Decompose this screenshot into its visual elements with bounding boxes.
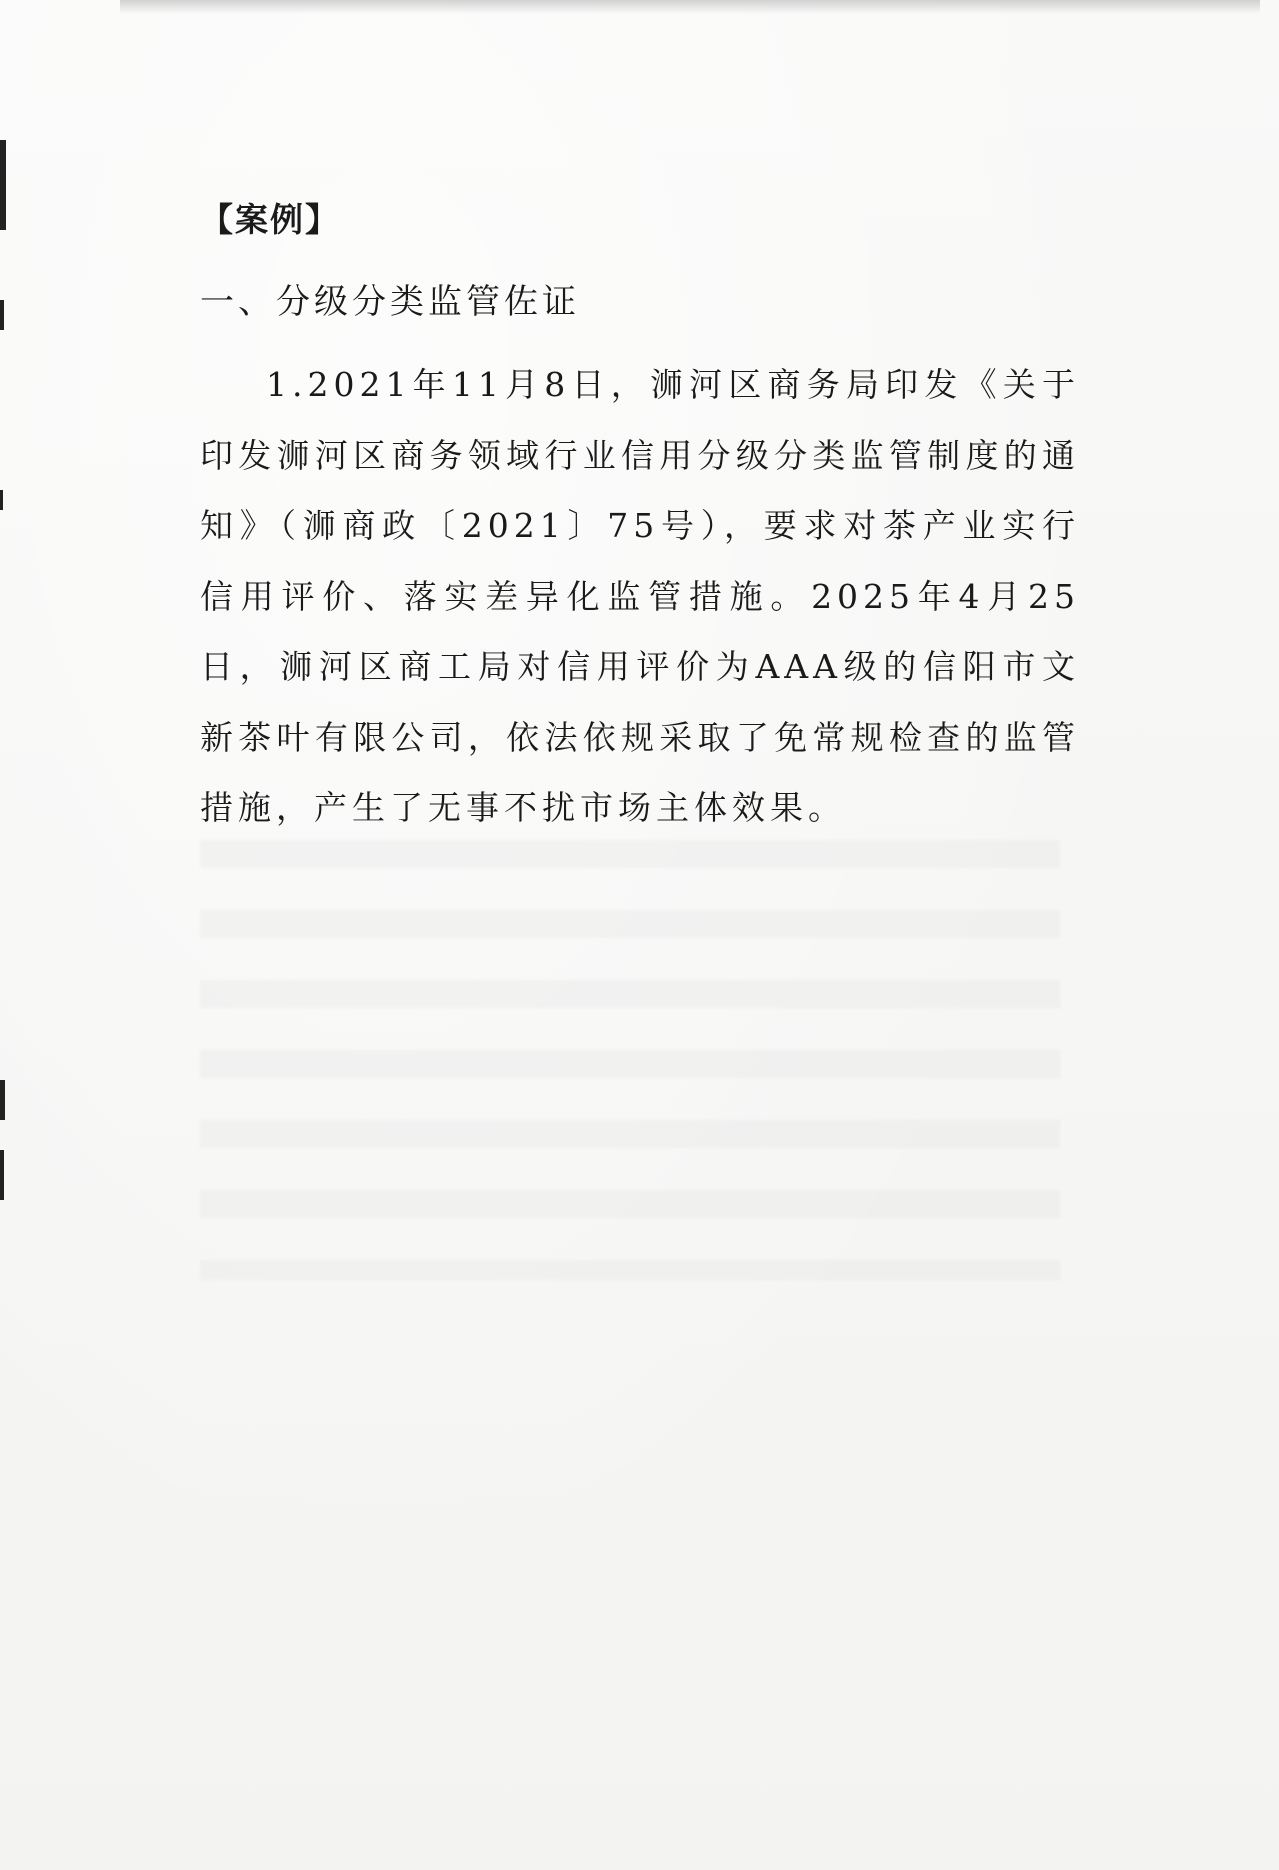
binding-edge-mark xyxy=(0,300,4,330)
binding-edge-mark xyxy=(0,140,6,230)
document-body xyxy=(200,200,1090,844)
bleed-through-text xyxy=(200,840,1060,1280)
scan-top-shadow xyxy=(120,0,1260,14)
section-title: 一、分级分类监管佐证 xyxy=(200,282,580,322)
case-heading: 【案例】 xyxy=(200,200,340,239)
binding-edge-mark xyxy=(0,1150,4,1200)
binding-edge-mark xyxy=(0,1080,5,1120)
binding-edge-mark xyxy=(0,490,3,510)
body-paragraph: 1.2021年11月8日，浉河区商务局印发《关于印发浉河区商务领域行业信用分级分类监管制度的通知》（浉商政〔2021〕75号），要求对茶产业实行信用评价、落实差异化监管措施。2025年4月25日，浉河区商工局对信用评价为AAA级的信阳市文新茶叶有限公司，依法依规采取了免常规检查的监管措施，产生了无事不扰市场主体效果。 xyxy=(200,365,1080,827)
